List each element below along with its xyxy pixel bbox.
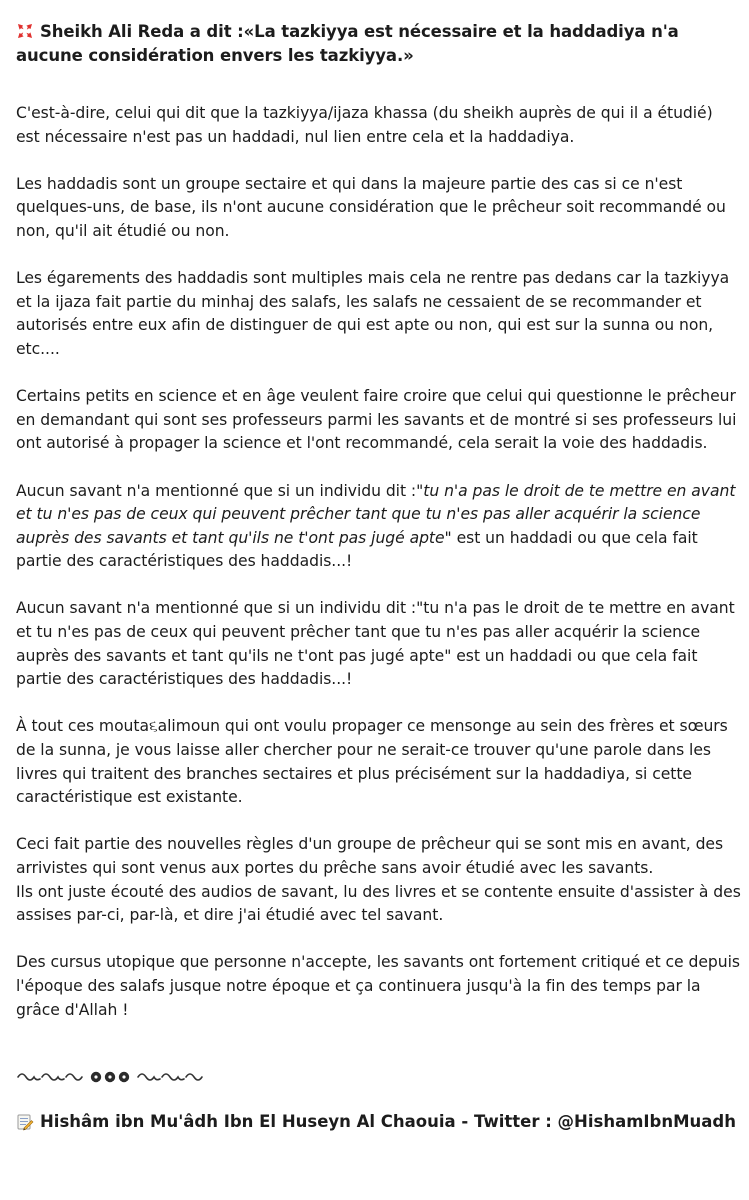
signature — [16, 1110, 741, 1134]
anger-icon — [16, 22, 34, 40]
quote-italic-text: tu n'a pas le droit de te mettre en avant et tu n'es pas de ceux qui peuvent prêcher tant que tu n'es pas aller acquérir la science auprès des savants et tant qu'ils ne t'ont pas jugé apte — [16, 481, 736, 547]
ornamental-divider — [16, 1066, 741, 1088]
document — [16, 20, 741, 1134]
ornamental-divider-icon — [16, 1069, 206, 1085]
post-title-text: Sheikh Ali Reda a dit :«La tazkiyya est nécessaire et la haddadiya n'a aucune considération envers les tazkiyya.» — [16, 22, 679, 65]
signature-text: Hishâm ibn Mu'âdh Ibn El Huseyn Al Chaouia - Twitter : @HishamIbnMuadh — [40, 1112, 736, 1132]
paragraph-1: C'est-à-dire, celui qui dit que la tazkiyya/ijaza khassa (du sheikh auprès de qui il a étudié) est nécessaire n'est pas un haddadi, nul lien entre cela et la haddadiya. — [16, 104, 713, 146]
memo-icon — [16, 1113, 34, 1131]
paragraph-9: Des cursus utopique que personne n'accepte, les savants ont fortement critiqué et ce depuis l'époque des salafs jusque notre époque et ça continuera jusqu'à la fin des temps par la grâce d'Allah ! — [16, 953, 740, 1019]
paragraph-quote-italic — [16, 480, 741, 574]
quote-tail: " est un haddadi ou que cela fait partie des caractéristiques des haddadis...! — [16, 528, 698, 571]
quote-lead: Aucun savant n'a mentionné que si un individu dit :" — [16, 481, 424, 500]
paragraph-4: Certains petits en science et en âge veulent faire croire que celui qui questionne le prêcheur en demandant qui sont ses professeurs parmi les savants et de montré si ses professeurs lui ont autorisé à propager la science et l'ont recommandé, cela serait la voie des haddadis. — [16, 387, 737, 453]
post-title — [16, 20, 741, 68]
paragraph-3: Les égarements des haddadis sont multiples mais cela ne rentre pas dedans car la tazkiyya et la ijaza fait partie du minhaj des salafs, les salafs ne cessaient de se recommander et autorisés entre eux afin de distinguer de qui est apte ou non, qui est sur la sunna ou non, etc.... — [16, 269, 730, 358]
paragraph-2: Les haddadis sont un groupe sectaire et qui dans la majeure partie des cas si ce n'est quelques-uns, de base, ils n'ont aucune considération que le prêcheur soit recommandé ou non, qu'il ait étudié ou non. — [16, 174, 726, 240]
paragraph-quote-plain: Aucun savant n'a mentionné que si un individu dit :"tu n'a pas le droit de te mettre en avant et tu n'es pas de ceux qui peuvent prêcher tant que tu n'es pas aller acquérir la science auprès des savants et tant qu'ils ne t'ont pas jugé apte" est un haddadi ou que cela fait partie des caractéristiques des haddadis...! — [16, 599, 735, 689]
paragraph-7: À tout ces mouta૬alimoun qui ont voulu propager ce mensonge au sein des frères et sœurs de la sunna, je vous laisse aller chercher pour ne serait-ce trouver qu'une parole dans les livres qui traitent des branches sectaires et plus précisément sur la haddadiya, si cette caractéristique est existante. — [16, 717, 728, 807]
paragraph-8: Ceci fait partie des nouvelles règles d'un groupe de prêcheur qui se sont mis en avant, des arrivistes qui sont venus aux portes du prêche sans avoir étudié avec les savants. Ils ont juste écouté des audios de savant, lu des livres et se contente ensuite d'assister à des assises par-ci, par-là, et dire j'ai étudié avec tel savant. — [16, 835, 741, 925]
